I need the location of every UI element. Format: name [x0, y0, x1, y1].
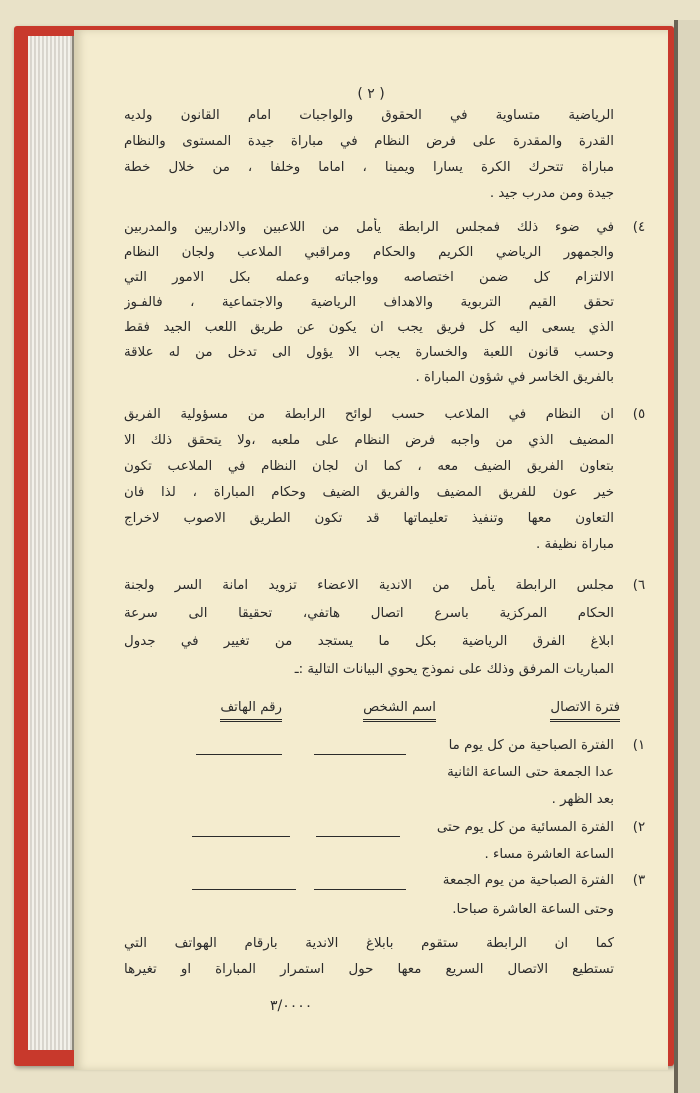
contact-row-1-line: عدا الجمعة حتى الساعة الثانية [447, 765, 614, 780]
contact-row-2-line: الفترة المسائية من كل يوم حتى [436, 820, 614, 835]
item-4-line: الذي يسعى اليه كل فريق يجب ان يكون عن طريق اللعب الجيد فقط [124, 320, 614, 335]
item-4-line: تحقق القيم التربوية والاهداف الرياضية والاجتماعية ، فالفـوز [124, 295, 614, 310]
contact-row-3-line: وحتى الساعة العاشرة صباحا. [452, 902, 614, 917]
contact-row-2-number: ٢) [632, 820, 646, 835]
item-6-line: مجلس الرابطة يأمل من الاندية الاعضاء تزويد امانة السر ولجنة [124, 578, 614, 593]
item-5-line: خير عون للفريق المضيف والفريق الضيف وحكام المباراة ، لذا فان [124, 485, 614, 500]
item-5-line: التعاون معها وتنفيذ تعليماتها قد تكون الطريق الاصوب لاخراج [124, 511, 614, 526]
contact-row-3-number: ٣) [632, 873, 646, 888]
contact-row-1-line: الفترة الصباحية من كل يوم ما [448, 738, 614, 753]
item-6-line: المباريات المرفق وذلك على نموذج يحوي البيانات التالية :ـ [294, 662, 614, 677]
item-5-line: مباراة نظيفة . [536, 537, 614, 552]
contact-row-3-line: الفترة الصباحية من يوم الجمعة [442, 873, 614, 888]
item-5-line: بتعاون الفريق الضيف معه ، كما ان لجان النظام في الملاعب تكون [124, 459, 614, 474]
header-person-name: اسم الشخص [363, 698, 436, 722]
phone-number-blank [196, 754, 282, 755]
item-4-number: ٤) [632, 220, 646, 235]
intro-line: الرياضية متساوية في الحقوق والواجبات امام القانون ولديه [124, 108, 614, 123]
person-name-blank [314, 754, 406, 755]
item-5-number: ٥) [632, 407, 646, 422]
header-phone-number: رقم الهاتف [220, 698, 282, 722]
person-name-blank [314, 889, 406, 890]
closing-line: كما ان الرابطة ستقوم بابلاغ الاندية بارقام الهواتف التي [124, 936, 614, 951]
person-name-blank [316, 836, 400, 837]
item-5-line: ان النظام في الملاعب حسب لوائح الرابطة من مسؤولية الفريق [124, 407, 614, 422]
contact-row-1-number: ١) [632, 738, 646, 753]
phone-number-blank [192, 836, 290, 837]
intro-line: جيدة ومن مدرب جيد . [489, 186, 614, 201]
closing-line: تستطيع الاتصال السريع معها حول استمرار المباراة او تغيرها [124, 962, 614, 977]
phone-number-blank [192, 889, 296, 890]
adjacent-page-edge [674, 20, 700, 1093]
item-4-line: والجمهور الرياضي الكريم والحكام ومراقبي الملاعب ولجان النظام [124, 245, 614, 260]
item-6-number: ٦) [632, 578, 646, 593]
item-4-line: الالتزام كل ضمن اختصاصه وواجباته وعمله بكل الامور التي [124, 270, 614, 285]
contact-row-1-line: بعد الظهر . [551, 792, 614, 807]
intro-line: القدرة والمقدرة على فرض النظام في مباراة جيدة المستوى والنظام [124, 134, 614, 149]
stacked-page-edges [28, 36, 74, 1050]
item-4-line: في ضوء ذلك فمجلس الرابطة يأمل من اللاعبين والاداريين والمدربين [124, 220, 614, 235]
contact-row-2-line: الساعة العاشرة مساء . [484, 847, 614, 862]
item-5-line: المضيف الذي من واجبه فرض النظام على ملعبه ،ولا يتحقق ذلك الا [124, 433, 614, 448]
item-6-line: الحكام المركزية باسرع اتصال هاتفي، تحقيقا الى سرعة [124, 606, 614, 621]
document-page [74, 30, 668, 1070]
intro-line: مباراة تتحرك الكرة يسارا ويمينا ، اماما وخلفا ، من خلال خطة [124, 160, 614, 175]
continuation-code: ٣/٠٠٠٠ [270, 998, 313, 1014]
page-number: ( ٢ ) [357, 86, 385, 102]
item-4-line: بالفريق الخاسر في شؤون المباراة . [415, 370, 614, 385]
item-4-line: وحسب قانون اللعبة والخسارة يجب الا يؤول الى تدخل من له علاقة [124, 345, 614, 360]
header-contact-period: فترة الاتصال [550, 698, 620, 722]
item-6-line: ابلاغ الفرق الرياضية بكل ما يستجد من تغيير في جدول [124, 634, 614, 649]
